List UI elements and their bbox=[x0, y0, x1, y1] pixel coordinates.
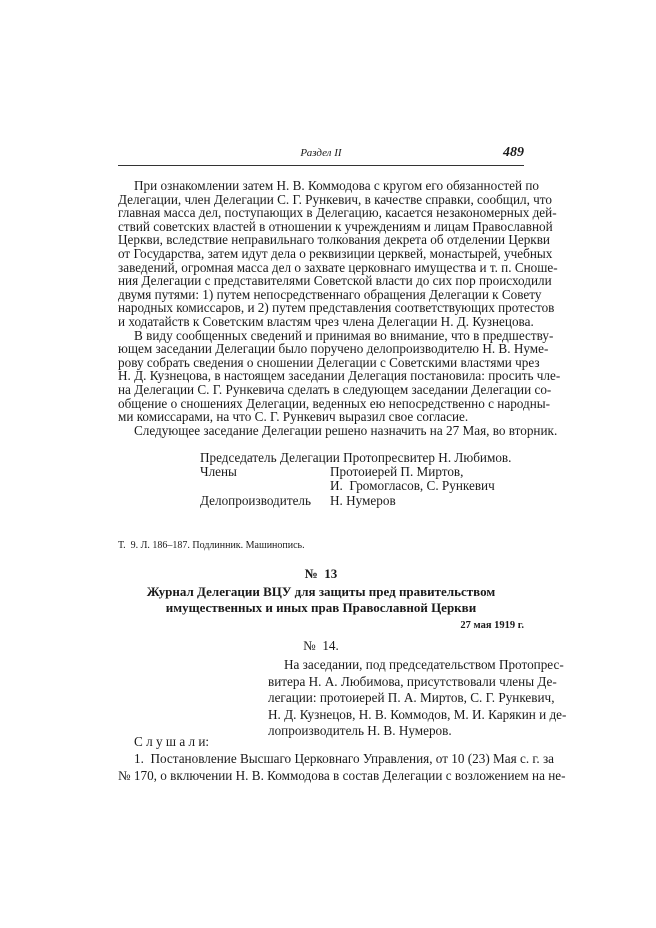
text-line: 1. Постановление Высшаго Церковнаго Управления, от 10 (23) Мая с. г. за bbox=[134, 751, 555, 766]
next-meeting-line: Следующее заседание Делегации решено назначить на 27 Мая, во вторник. bbox=[134, 422, 558, 438]
document-title-line-1: Журнал Делегации ВЦУ для защиты пред правительством bbox=[146, 584, 496, 599]
signature-chairman: Председатель Делегации Протопресвитер Н. Любимов. bbox=[200, 450, 512, 465]
signature-members-label: Члены bbox=[200, 464, 237, 479]
document-date: 27 мая 1919 г. bbox=[460, 620, 524, 631]
body-text bbox=[118, 178, 561, 438]
running-header-section: Раздел II bbox=[300, 147, 342, 159]
heard-section bbox=[118, 733, 566, 784]
text-line: ми комиссарами, на что С. Г. Рункевич выразил свое согласие. bbox=[118, 409, 469, 425]
heard-label: С л у ш а л и: bbox=[134, 734, 210, 749]
archival-source-note: Т. 9. Л. 186–187. Подлинник. Машинопись. bbox=[118, 540, 305, 551]
journal-number: № 14. bbox=[303, 638, 339, 653]
text-line: от Государства, затем идут дела о реквизиции церквей, монастырей, учебных bbox=[118, 245, 553, 261]
attendance-paragraph bbox=[268, 657, 567, 740]
document-number: № 13 bbox=[304, 566, 338, 581]
text-line: В виду сообщенных сведений и принимая во внимание, что в предшеству- bbox=[134, 327, 554, 343]
document-title-line-2: имущественных и иных прав Православной Церкви bbox=[165, 600, 477, 615]
signature-clerk-name: Н. Нумеров bbox=[330, 493, 396, 508]
document-title bbox=[118, 584, 524, 616]
agenda-item-1 bbox=[118, 750, 566, 784]
text-line: При ознакомлении затем Н. В. Коммодова с кругом его обязанностей по bbox=[134, 178, 539, 193]
text-line: заведений, огромная масса дел о захвате церковнаго имущества и т. п. Сноше- bbox=[118, 259, 558, 275]
signature-members-1: Протоиерей П. Миртов, bbox=[330, 464, 464, 479]
paragraph-1 bbox=[118, 178, 558, 329]
header-rule bbox=[118, 165, 524, 166]
text-line: Н. Д. Кузнецов, Н. В. Коммодов, М. И. Карякин и де- bbox=[268, 706, 567, 722]
text-line: ствий советских властей в отношении к учреждениям и лицам Православной bbox=[118, 218, 553, 234]
text-line: лопроизводитель Н. В. Нумеров. bbox=[268, 723, 452, 738]
text-line: легации: протоиерей П. А. Миртов, С. Г. Рункевич, bbox=[268, 690, 555, 705]
page-number: 489 bbox=[503, 145, 524, 160]
signature-members-2: И. Громогласов, С. Рункевич bbox=[330, 478, 495, 493]
text-line: на Делегации С. Г. Рункевича сделать в следующем заседании Делегации со- bbox=[118, 381, 552, 397]
text-line: Делегации, член Делегации С. Г. Рункевич, в качестве справки, сообщил, что bbox=[118, 191, 552, 207]
text-line: Церкви, вследствие неправильнаго толкования декрета об отделении Церкви bbox=[118, 232, 550, 248]
text-line: ющем заседании Делегации было поручено делопроизводителю Н. В. Нуме- bbox=[118, 341, 549, 357]
text-line: народных комиссаров, и 2) путем представления соответствующих протестов bbox=[118, 300, 555, 316]
signature-clerk-label: Делопроизводитель bbox=[200, 493, 312, 508]
text-line: двумя путями: 1) путем непосредственнаго обращения Делегации к Совету bbox=[118, 286, 542, 302]
text-line: рову собрать сведения о сношении Делегации с Советскими властями чрез bbox=[118, 354, 540, 370]
text-line: На заседании, под председательством Протопрес- bbox=[284, 657, 564, 672]
text-line: № 170, о включении Н. В. Коммодова в состав Делегации с возложением на не- bbox=[118, 768, 566, 783]
text-line: витера Н. А. Любимова, присутствовали члены Де- bbox=[268, 673, 557, 689]
text-line: общение о сношениях Делегации, веденных ею непосредственно с народны- bbox=[118, 395, 551, 411]
text-line: и ходатайств к Советским властям чрез члена Делегации Н. Д. Кузнецова. bbox=[118, 313, 534, 329]
text-line: главная масса дел, поступающих в Делегацию, касается незакономерных дей- bbox=[118, 205, 557, 221]
paragraph-2 bbox=[118, 327, 561, 425]
text-line: Н. Д. Кузнецова, в настоящем заседании Делегация постановила: просить чле- bbox=[118, 368, 561, 384]
text-line: ния Делегации с представителями Советской власти до сих пор происходили bbox=[118, 273, 552, 289]
